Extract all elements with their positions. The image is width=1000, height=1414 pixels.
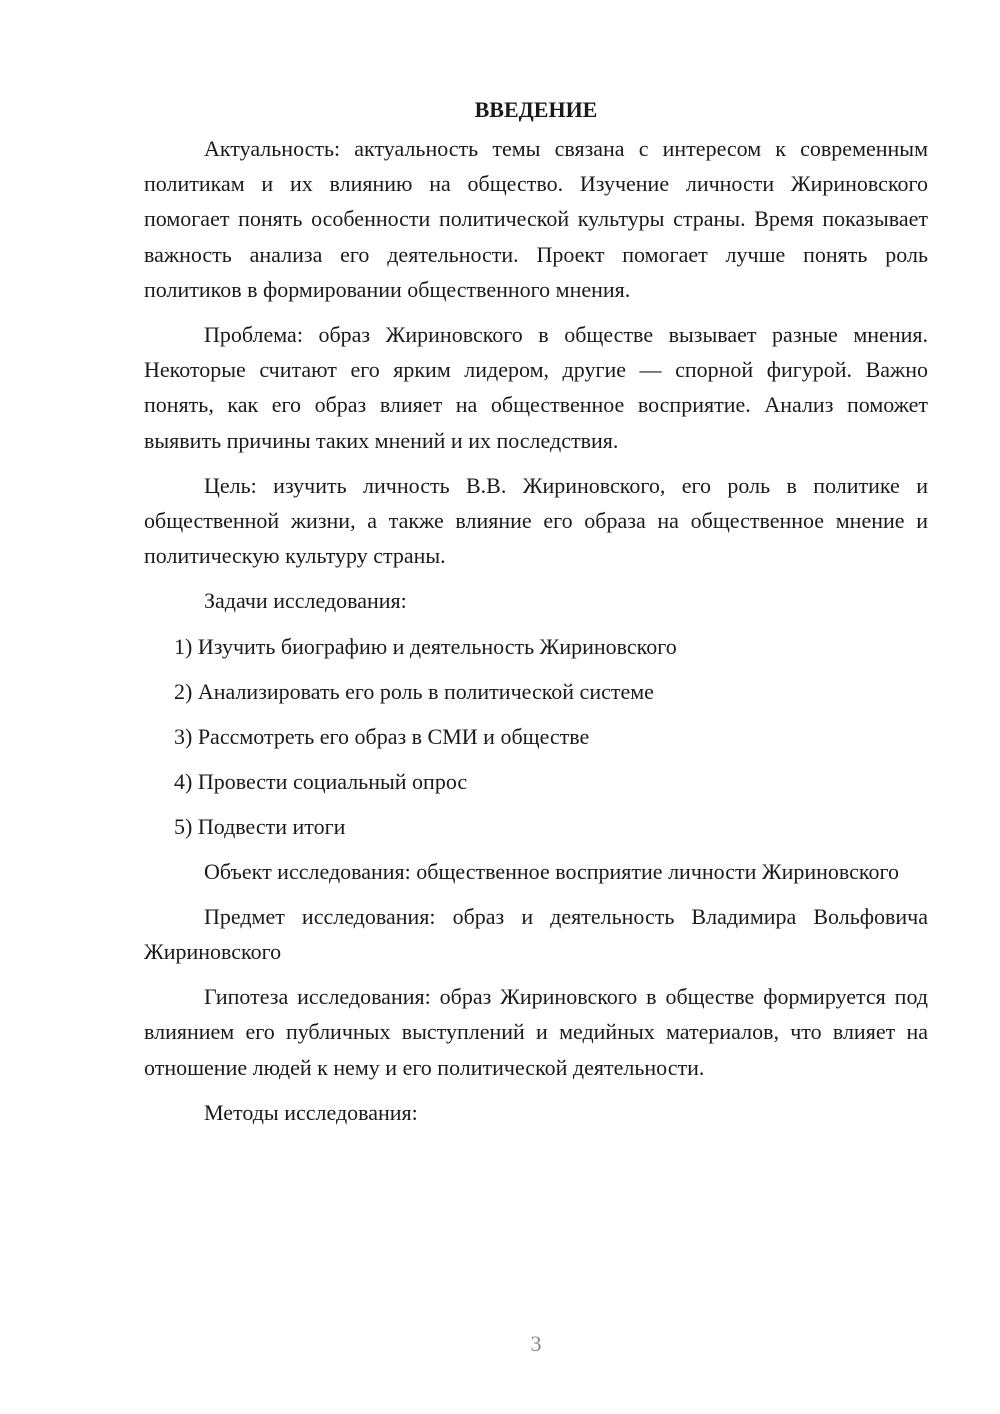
paragraph-problem: Проблема: образ Жириновского в обществе вызывает разные мнения. Некоторые считают его ярким лидером, другие — спорной фигурой. Важно понять, как его образ влияет на общественное восприятие. Анализ поможет выявить причины таких мнений и их последствия. bbox=[144, 322, 928, 453]
tasks-list bbox=[144, 629, 928, 844]
list-item: 4) Провести социальный опрос bbox=[174, 768, 468, 794]
section-heading: ВВЕДЕНИЕ bbox=[474, 97, 598, 122]
paragraph-goal: Цель: изучить личность В.В. Жириновского, его роль в политике и общественной жизни, а также влияние его образа на общественное мнение и политическую культуру страны. bbox=[144, 472, 928, 569]
paragraph-object: Объект исследования: общественное восприятие личности Жириновского bbox=[204, 858, 899, 884]
paragraph-relevance: Актуальность: актуальность темы связана с интересом к современным политикам и их влиянию на общество. Изучение личности Жириновского помогает понять особенности политической культуры страны. Время показывает важность анализа его деятельности. Проект помогает лучше понять роль политиков в формировании общественного мнения. bbox=[144, 136, 928, 302]
paragraph-hypothesis: Гипотеза исследования: образ Жириновского в обществе формируется под влиянием его публичных выступлений и медийных материалов, что влияет на отношение людей к нему и его политической деятельности. bbox=[144, 984, 928, 1080]
list-item: 1) Изучить биографию и деятельность Жириновского bbox=[174, 633, 677, 659]
list-item: 2) Анализировать его роль в политической системе bbox=[174, 678, 654, 704]
list-item: 5) Подвести итоги bbox=[174, 813, 346, 839]
paragraph-tasks-intro: Задачи исследования: bbox=[204, 588, 407, 614]
page-number: 3 bbox=[530, 1331, 542, 1356]
paragraph-methods: Методы исследования: bbox=[204, 1099, 418, 1125]
list-item: 3) Рассмотреть его образ в СМИ и обществе bbox=[174, 723, 590, 749]
paragraph-subject: Предмет исследования: образ и деятельность Владимира Вольфовича Жириновского bbox=[144, 903, 928, 965]
document-page bbox=[144, 92, 928, 1140]
